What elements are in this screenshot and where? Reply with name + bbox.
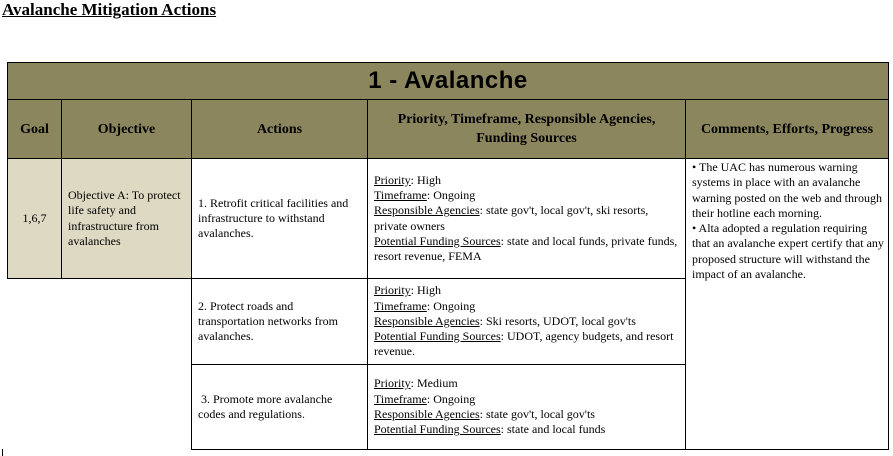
action-text-1: 1. Retrofit critical facilities and infrastructure to withstand avalanches.	[198, 195, 349, 241]
action-cell-1	[191, 158, 368, 279]
priority-value: : Medium	[410, 376, 458, 391]
priority-value: : High	[410, 172, 442, 187]
funding-value: : state and local funds	[500, 422, 606, 437]
header-goal	[7, 99, 62, 159]
funding-label: Potential Funding Sources	[374, 422, 501, 437]
comment-item-2: • Alta adopted a regulation requiring that an avalanche expert certify that any proposed structure will withstand the impact of an avalanche.	[692, 221, 884, 282]
goal-cell	[7, 158, 62, 279]
priority-cell-2	[367, 278, 686, 365]
agencies-label: Responsible Agencies	[374, 407, 480, 421]
priority-block-1	[374, 173, 679, 265]
objective-text: Objective A: To protect life safety and infrastructure from avalanches	[68, 187, 181, 248]
action-cell-3	[191, 364, 368, 450]
priority-label: Priority	[374, 376, 411, 391]
timeframe-value: : Ongoing	[426, 187, 476, 202]
agencies-value: : state gov't, local gov'ts	[479, 407, 595, 421]
header-objective-label: Objective	[97, 121, 156, 137]
action-text-3: 3. Promote more avalanche codes and regulations.	[198, 391, 336, 421]
priority-cell-1	[367, 158, 686, 279]
priority-value: : High	[410, 283, 442, 298]
timeframe-label: Timeframe	[374, 298, 427, 313]
document-title: Avalanche Mitigation Actions	[2, 0, 217, 19]
header-objective	[61, 99, 192, 159]
header-goal-label: Goal	[20, 121, 49, 137]
header-priority	[367, 99, 686, 159]
priority-cell-3	[367, 364, 686, 450]
timeframe-label: Timeframe	[374, 187, 427, 202]
timeframe-label: Timeframe	[374, 391, 427, 406]
agencies-label: Responsible Agencies	[374, 313, 480, 328]
header-comments	[685, 99, 889, 159]
header-priority-label: Priority, Timeframe, Responsible Agencies, Funding Sources	[397, 112, 656, 146]
priority-block-2	[374, 283, 679, 359]
comment-item-1: • The UAC has numerous warning systems in place with an avalanche warning posted on the web and through their hotline each morning.	[692, 160, 882, 220]
timeframe-value: : Ongoing	[426, 391, 476, 406]
goal-value: 1,6,7	[22, 210, 47, 225]
header-actions	[191, 99, 368, 159]
priority-label: Priority	[374, 172, 411, 187]
agencies-value: : Ski resorts, UDOT, local gov'ts	[479, 313, 636, 328]
objective-cell	[61, 158, 192, 279]
comments-cell	[685, 158, 889, 450]
priority-label: Priority	[374, 283, 411, 298]
funding-label: Potential Funding Sources	[374, 233, 501, 248]
header-comments-label: Comments, Efforts, Progress	[700, 121, 874, 137]
timeframe-value: : Ongoing	[426, 298, 476, 313]
banner-title: 1 - Avalanche	[368, 67, 528, 95]
action-cell-2	[191, 278, 368, 365]
funding-value: : state and local funds, private funds, resort revenue, FEMA	[374, 233, 678, 264]
agencies-value: : state gov't, local gov't, ski resorts, private owners	[374, 203, 649, 233]
priority-block-3	[374, 376, 605, 437]
header-actions-label: Actions	[256, 121, 303, 137]
margin-mark	[2, 449, 3, 456]
table-banner	[7, 62, 889, 100]
funding-label: Potential Funding Sources	[374, 329, 501, 344]
agencies-label: Responsible Agencies	[374, 203, 480, 218]
action-text-2: 2. Protect roads and transportation networks from avalanches.	[198, 298, 338, 344]
funding-value: : UDOT, agency budgets, and resort revenue.	[374, 329, 674, 359]
